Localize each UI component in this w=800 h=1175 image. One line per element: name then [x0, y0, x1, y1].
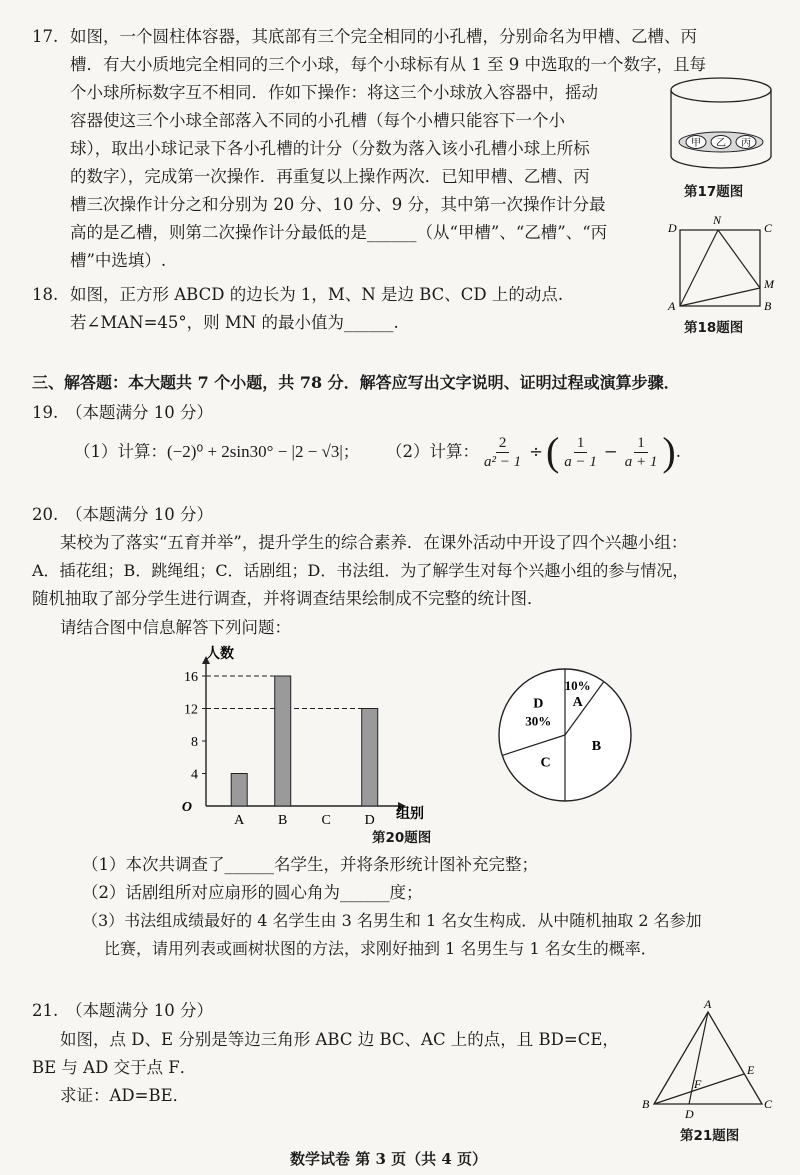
pie-slice-label-A: A — [572, 695, 583, 711]
x-tick-label-A: A — [234, 813, 245, 828]
label-f: F — [694, 1077, 702, 1091]
label-a: A — [668, 299, 676, 313]
segment-an — [680, 230, 718, 306]
q20-line-4: 请结合图中信息解答下列问题： — [60, 618, 291, 637]
label-m: M — [764, 277, 774, 291]
label-c: C — [764, 1097, 773, 1111]
q17-line-9: 槽”中选填）. — [70, 251, 167, 270]
bar-A — [231, 774, 247, 807]
right-paren: ) — [662, 429, 676, 474]
q20-sub-question-3b: 比赛，请用列表或画树状图的方法，求刚好抽到 1 名男生与 1 名女生的概率． — [104, 939, 657, 958]
cylinder-bottom-arc — [671, 156, 771, 168]
y-tick-label: 16 — [184, 670, 198, 685]
q19-part2-end: . — [675, 442, 681, 461]
cylinder-top-ellipse — [671, 78, 771, 102]
y-tick-label: 12 — [184, 702, 198, 718]
page-footer: 数学试卷 第 3 页（共 4 页） — [290, 1150, 487, 1168]
segment-mn — [718, 230, 760, 288]
label-e: E — [747, 1063, 755, 1077]
pie-percent-label-D: 30% — [525, 713, 552, 729]
q20-number: 20. — [32, 505, 59, 524]
pie-slice-label-D: D — [533, 696, 544, 712]
x-tick-label-C: C — [321, 813, 331, 828]
q18-line-2: 若∠MAN=45°，则 MN 的最小值为______. — [70, 313, 399, 332]
q21-line-2: BE 与 AD 交于点 F． — [32, 1058, 197, 1077]
q20-pie-chart — [490, 660, 640, 810]
bar-chart-y-ticks — [182, 670, 206, 815]
bar-chart-x-labels — [234, 813, 375, 828]
slot-bing-label: 丙 — [741, 138, 751, 149]
q20-sub-question-2: （2）话剧组所对应扇形的圆心角为______度； — [82, 883, 423, 902]
slot-yi-label: 乙 — [716, 138, 726, 149]
q17-line-1: 如图，一个圆柱体容器，其底部有三个完全相同的小孔槽，分别命名为甲槽、乙槽、丙 — [70, 27, 697, 46]
label-d: D — [668, 221, 677, 235]
q17-number: 17. — [32, 27, 59, 46]
q20-sub-question-3a: （3）书法组成绩最好的 4 名学生由 3 名男生和 1 名女生构成．从中随机抽取 2 名参加 — [82, 911, 702, 930]
q20-sub-question-1: （1）本次共调查了______名学生，并将条形统计图补充完整； — [82, 855, 538, 874]
pie-slice-label-B: B — [591, 739, 602, 755]
q21-number: 21. — [32, 1001, 59, 1020]
bar-chart-y-label: 人数 — [206, 646, 234, 662]
left-paren: ( — [545, 429, 560, 474]
segment-am — [680, 288, 760, 306]
q17-figure-caption: 第17题图 — [684, 184, 744, 200]
label-a: A — [704, 997, 712, 1011]
y-tick-label: 8 — [191, 735, 198, 750]
q19-part1 — [74, 441, 359, 463]
label-c: C — [764, 221, 773, 235]
q19-part2-label: （2）计算： — [386, 442, 479, 461]
pie-percent-label-A: 10% — [564, 678, 591, 694]
q20-line-1: 某校为了落实“五育并举”，提升学生的综合素养．在课外活动中开设了四个兴趣小组： — [60, 533, 688, 552]
q17-line-3: 个小球所标数字互不相同．作如下操作：将这三个小球放入容器中，摇动 — [70, 83, 598, 102]
q21-figure-caption: 第21题图 — [680, 1128, 740, 1144]
q21-line-3: 求证：AD=BE． — [60, 1086, 190, 1105]
q17-line-6: 的数字），完成第一次操作．再重复以上操作两次．已知甲槽、乙槽、丙 — [70, 167, 590, 186]
q21-line-1: 如图，点 D、E 分别是等边三角形 ABC 边 BC、AC 上的点，且 BD=CE， — [60, 1030, 619, 1049]
x-tick-label-D: D — [364, 813, 375, 828]
bar-D — [362, 709, 378, 807]
bar-chart-x-label: 组别 — [396, 806, 424, 822]
minus-sign: − — [603, 442, 618, 461]
bar-B — [275, 676, 291, 806]
q21-triangle-figure — [640, 996, 780, 1126]
fraction-1-denominator: a² − 1 — [484, 453, 522, 470]
q19-part1-label: （1）计算： — [74, 442, 167, 461]
q18-number: 18. — [32, 285, 59, 304]
q20-line-2: A．插花组；B．跳绳组；C．话剧组；D．书法组．为了解学生对每个兴趣小组的参与情况， — [32, 561, 689, 580]
fraction-2-numerator: 1 — [574, 434, 588, 453]
q17-line-7: 槽三次操作计分之和分别为 20 分、10 分、9 分，其中第一次操作计分最 — [70, 195, 606, 214]
x-tick-label-B: B — [278, 813, 288, 828]
q17-line-8: 高的是乙槽，则第二次操作计分最低的是______（从“甲槽”、“乙槽”、“丙 — [70, 223, 608, 242]
q19-score: （本题满分 10 分） — [66, 403, 213, 422]
label-b: B — [764, 299, 772, 313]
q20-bar-chart — [160, 642, 450, 832]
division-sign: ÷ — [529, 442, 543, 461]
label-d: D — [685, 1107, 694, 1121]
slot-jia-label: 甲 — [691, 138, 701, 149]
q17-line-4: 容器使这三个小球全部落入不同的小孔槽（每个小槽只能容下一个小 — [70, 111, 565, 130]
q19-fraction-1 — [481, 434, 524, 471]
fraction-1-numerator: 2 — [496, 434, 510, 453]
q20-line-3: 随机抽取了部分学生进行调查，并将调查结果绘制成不完整的统计图． — [32, 589, 544, 608]
q20-figure-caption: 第20题图 — [372, 830, 432, 846]
q19-part2 — [386, 428, 681, 476]
q18-figure-caption: 第18题图 — [684, 320, 744, 336]
y-tick-label: 4 — [191, 767, 198, 783]
q19-fraction-2 — [561, 434, 600, 471]
q18-square-figure — [660, 212, 780, 316]
q19-part1-end: ； — [342, 442, 360, 461]
q17-line-5: 球），取出小球记录下各小孔槽的计分（分数为落入该小孔槽小球上所标 — [70, 139, 590, 158]
section-3-heading: 三、解答题：本大题共 7 个小题，共 78 分．解答应写出文字说明、证明过程或演算步骤． — [32, 373, 680, 392]
q20-score: （本题满分 10 分） — [66, 505, 213, 524]
q21-score: （本题满分 10 分） — [66, 1001, 213, 1020]
label-n: N — [713, 213, 722, 227]
q18-line-1: 如图，正方形 ABCD 的边长为 1，M、N 是边 BC、CD 上的动点. — [70, 285, 564, 304]
fraction-3-denominator: a + 1 — [624, 453, 658, 470]
fraction-3-numerator: 1 — [634, 434, 648, 453]
q17-line-2: 槽．有大小质地完全相同的三个小球，每个小球标有从 1 至 9 中选取的一个数字，且每 — [70, 55, 706, 74]
bar-chart-bars — [231, 676, 378, 806]
q19-number: 19. — [32, 403, 59, 422]
label-b: B — [642, 1097, 650, 1111]
q19-fraction-3 — [622, 434, 661, 471]
q19-part1-expression: (−2)⁰ + 2sin30° − |2 − √3| — [167, 442, 343, 461]
square-abcd — [680, 230, 760, 306]
triangle-abc — [654, 1012, 762, 1104]
y-tick-label: O — [181, 800, 192, 815]
pie-slice-label-C: C — [540, 755, 551, 771]
fraction-2-denominator: a − 1 — [564, 453, 597, 470]
